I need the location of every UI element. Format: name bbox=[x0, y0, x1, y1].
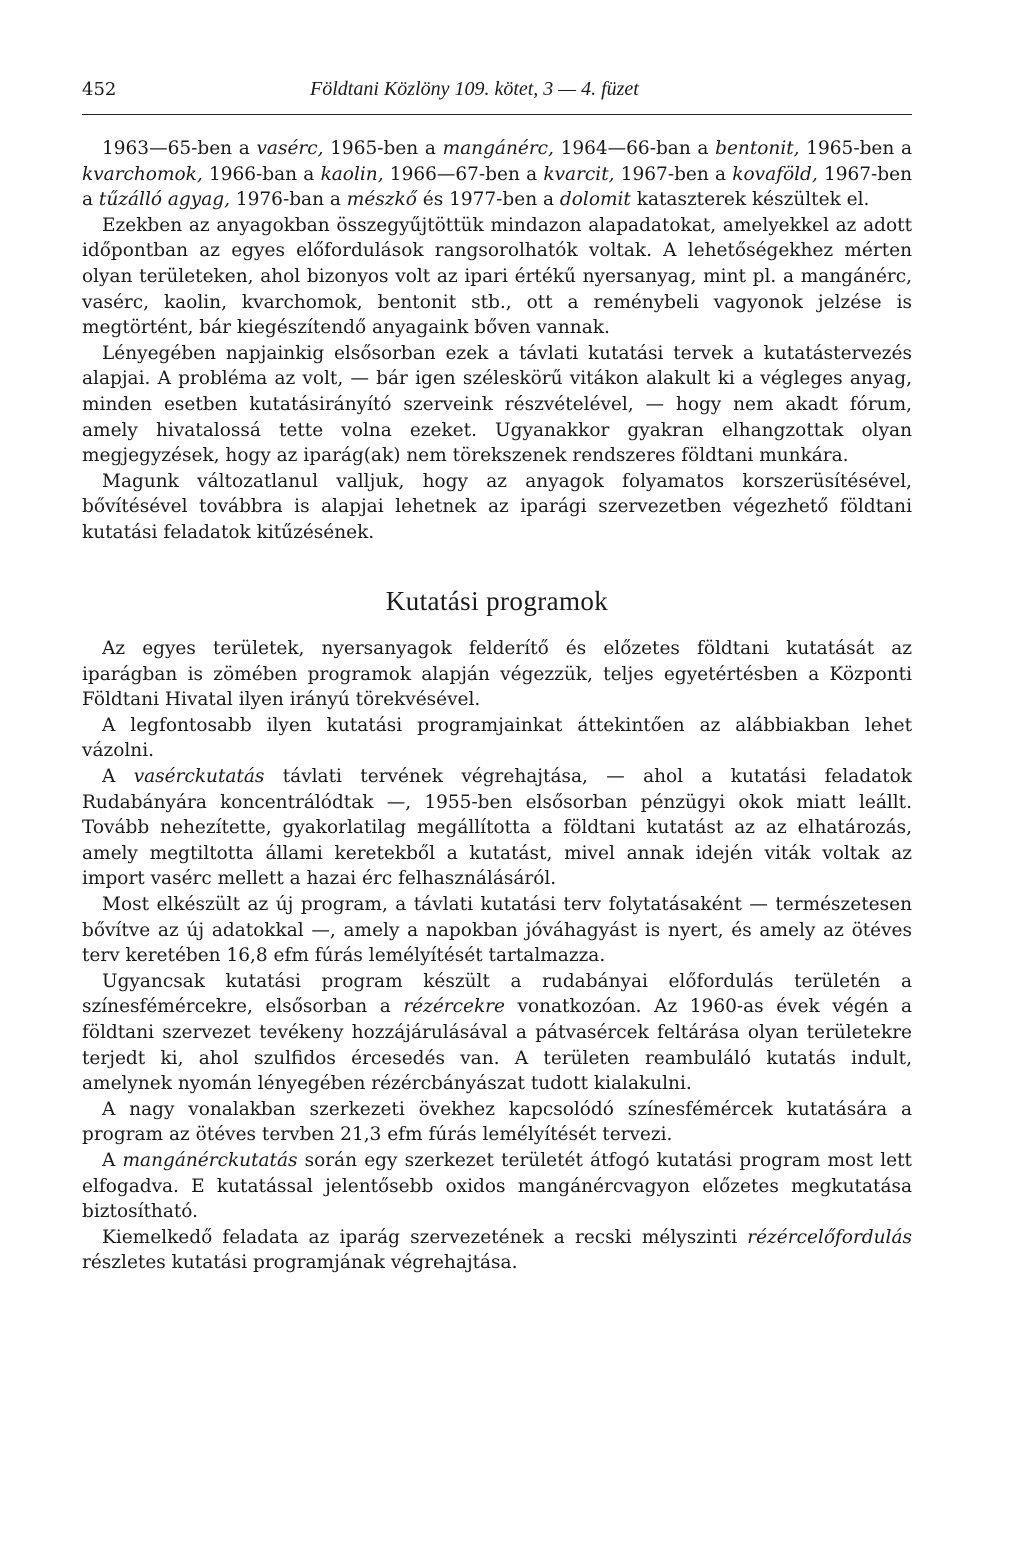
paragraph-cadastres: 1963—65-ben a vasérc, 1965-ben a mangánérc, 1964—66-ban a bentonit, 1965-ben a kvarchomok, 1966-ban a kaolin, 1966—67-ben a kvarcit, 1967-ben a kovaföld, 1967-ben a tűzálló agyag, 1976-ban a mészkő és 1977-ben a dolomit kataszterek készültek el. bbox=[82, 138, 912, 211]
italic-term: tűzálló agyag, bbox=[98, 189, 230, 211]
paragraph-nonferrous: A nagy vonalakban szerkezeti övekhez kapcsolódó színesfémércek kutatására a program az ötéves tervben 21,3 efm fúrás lemélyítését tervezi. bbox=[82, 1098, 912, 1146]
document-page bbox=[82, 78, 912, 1276]
italic-term: rézércelőfordulás bbox=[747, 1226, 912, 1248]
paragraph-iron-ore: A vasérckutatás távlati tervének végrehajtása, — ahol a kutatási feladatok Rudabányára koncentrálódtak —, 1955-ben elsősorban pénzügyi okok miatt leállt. Tovább nehezítette, gyakorlatilag megállította a földtani kutatást az az elhatározás, amely megtiltotta állami keretekből a kutatást, mivel annak idején viták voltak az import vasérc mellett a hazai érc felhasználásáról. bbox=[82, 766, 912, 890]
italic-term: rézércekre bbox=[403, 996, 505, 1018]
running-title: Földtani Közlöny 109. kötet, 3 — 4. füzet bbox=[310, 78, 639, 100]
italic-term: mangánérc, bbox=[442, 138, 554, 159]
italic-term: mészkő bbox=[346, 189, 417, 211]
paragraph-recsk: Kiemelkedő feladata az iparág szervezetének a recski mélyszinti rézércelőfordulás részletes kutatási programjának végrehajtása. bbox=[82, 1226, 912, 1274]
italic-term: kovaföld, bbox=[732, 163, 818, 185]
italic-term: kaolin, bbox=[320, 163, 384, 185]
article-body bbox=[82, 136, 912, 1276]
page-header bbox=[82, 78, 912, 115]
page-number: 452 bbox=[82, 79, 117, 100]
italic-term: vasérc, bbox=[256, 138, 324, 159]
italic-term: bentonit, bbox=[715, 138, 800, 159]
italic-term: mangánérckutatás bbox=[122, 1149, 298, 1171]
italic-term: vasérckutatás bbox=[133, 766, 265, 788]
paragraph-new-program: Most elkészült az új program, a távlati kutatási terv folytatásaként — természetesen bővítve az új adatokkal —, amely a napokban jóváhagyást is nyert, és amely az ötéves terv keretében 16,8 efm fúrás lemélyítését tartalmazza. bbox=[82, 894, 912, 967]
italic-term: kvarchomok, bbox=[82, 163, 203, 185]
paragraph-manganese: A mangánérckutatás során egy szerkezet területét átfogó kutatási program most lett elfogadva. E kutatással jelentősebb oxidos mangánércvagyon előzetes megkutatása biztosítható. bbox=[82, 1149, 912, 1223]
italic-term: kvarcit, bbox=[543, 163, 615, 185]
paragraph-conclusion: Magunk változatlanul valljuk, hogy az anyagok folyamatos korszerüsítésével, bővítésével továbbra is alapjai lehetnek az iparági szervezetben végezhető földtani kutatási feladatok kitűzésének. bbox=[82, 470, 912, 543]
paragraph-base-data: Ezekben az anyagokban összegyűjtöttük mindazon alapadatokat, amelyekkel az adott időpontban az egyes előfordulások rangsorolhatók voltak. A lehetőségekhez mérten olyan területeken, ahol bizonyos volt az ipari értékű nyersanyag, mint pl. a mangánérc, vasérc, kaolin, kvarchomok, bentonit stb., ott a reménybeli vagyonok jelzése is megtörtént, bár kiegészítendő anyagaink bőven vannak. bbox=[82, 214, 912, 339]
section-heading: Kutatási programok bbox=[385, 585, 609, 616]
italic-term: dolomit bbox=[559, 189, 631, 211]
paragraph-copper-ore: Ugyancsak kutatási program készült a rudabányai előfordulás területén a színesfémércekre, elsősorban a rézércekre vonatkozóan. Az 1960-as évek végén a földtani szervezet tevékeny hozzájárulásával a pátvasércek feltárása olyan területekre terjedt ki, ahol szulfidos ércesedés van. A területen reambuláló kutatás indult, amelynek nyomán lényegében rézércbányászat tudott kialakulni. bbox=[82, 970, 912, 1095]
paragraph-programs-outline: A legfontosabb ilyen kutatási programjainkat áttekintően az alábbiakban lehet vázolni. bbox=[82, 714, 912, 762]
paragraph-programs-intro: Az egyes területek, nyersanyagok felderítő és előzetes földtani kutatását az iparágban is zömében programok alapján végezzük, teljes egyetértésben a Központi Földtani Hivatal ilyen irányú törekvésével. bbox=[82, 638, 912, 711]
paragraph-planning: Lényegében napjainkig elsősorban ezek a távlati kutatási tervek a kutatástervezés alapjai. A probléma az volt, — bár igen széleskörű vitákon alakult ki a végleges anyag, minden esetben kutatásirányító szerveink részvételével, — hogy nem akadt fórum, amely hivatalossá tette volna ezeket. Ugyanakkor gyakran elhangzottak olyan megjegyzések, hogy az iparág(ak) nem törekszenek rendszeres földtani munkára. bbox=[82, 342, 912, 467]
